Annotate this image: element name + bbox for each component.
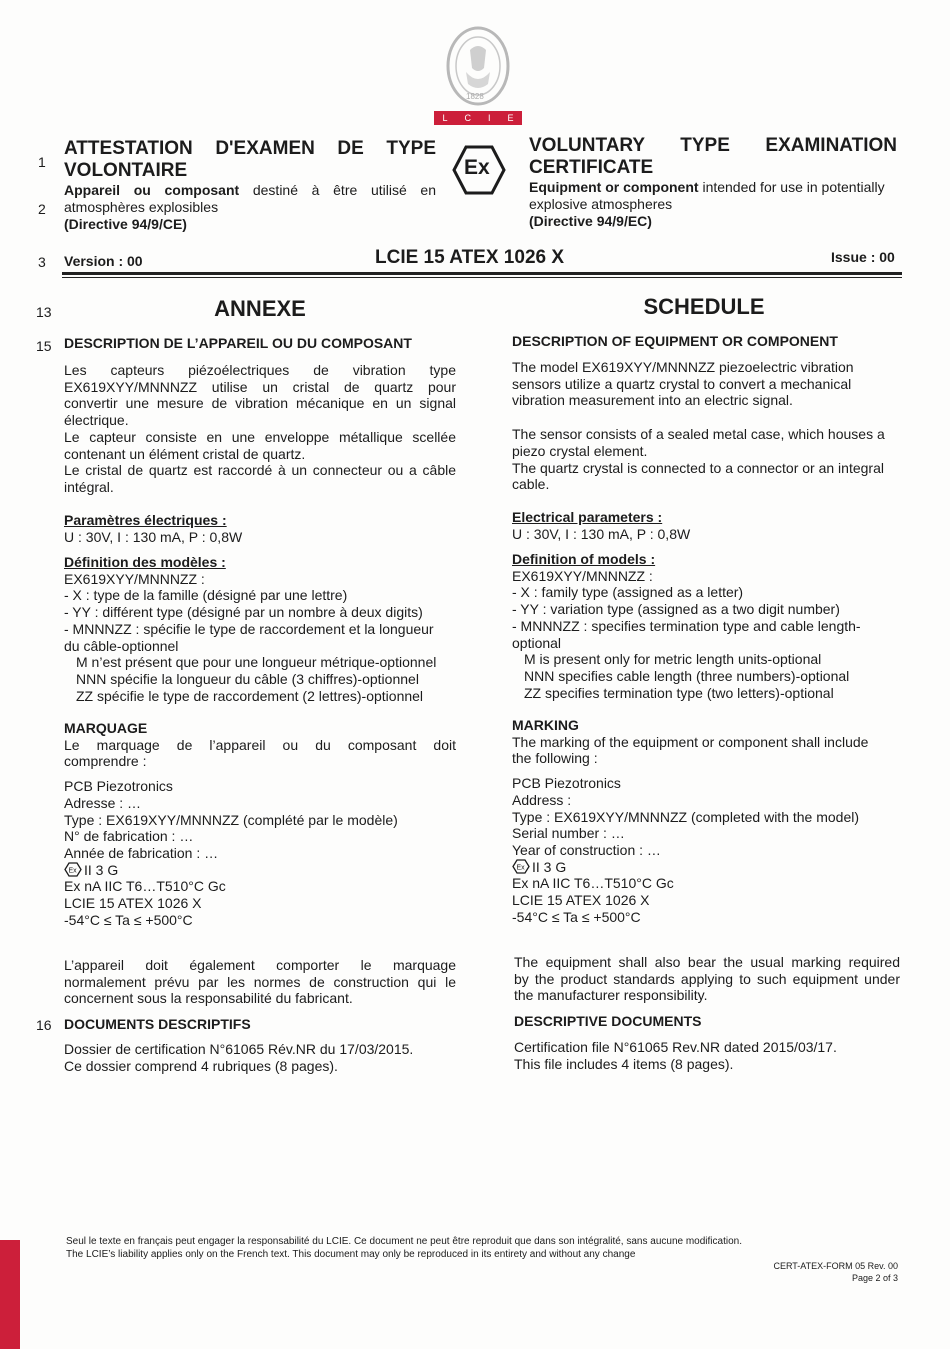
line-number-15: 15: [36, 338, 52, 354]
en-documents-text: Certification file N°61065 Rev.NR dated 2015/03/17. This file includes 4 items (8 pages).: [514, 1039, 837, 1072]
footer-reference: [773, 1260, 898, 1284]
header-rule-thin: [62, 277, 902, 278]
fr-documents-text: Dossier de certification N°61065 Rév.NR du 17/03/2015. Ce dossier comprend 4 rubriques (8 pages).: [64, 1041, 414, 1074]
fr-electrical-heading: Paramètres électriques :: [64, 512, 227, 528]
en-documents-heading: DESCRIPTIVE DOCUMENTS: [514, 1013, 702, 1029]
lcie-letter: E: [507, 113, 514, 123]
lcie-letter: I: [487, 113, 491, 123]
fr-title-line1: ATTESTATION D'EXAMEN DE TYPE: [64, 138, 436, 159]
en-title-line1: VOLUNTARY TYPE EXAMINATION: [529, 135, 897, 156]
fr-marking-group: II 3 G: [84, 861, 119, 878]
en-electrical-heading: Electrical parameters :: [512, 509, 663, 525]
en-marking-heading: MARKING: [512, 717, 579, 733]
en-subtitle-line2: explosive atmospheres: [529, 196, 673, 212]
en-model-definition: Definition of models : EX619XYY/MNNNZZ : - X : family type (assigned as a letter) - YY : variation type (assigned as a two digit number) - MNNNZZ : specifies termination type and cable length- optional M is present only for metric length units-optional NNN specifies cable length (three numbers)-optional ZZ specifies termination type (two letters)-optional: [512, 551, 898, 701]
issue-label: Issue : 00: [831, 249, 895, 265]
en-electrical-values: U : 30V, I : 130 mA, P : 0,8W: [512, 525, 691, 542]
fr-electrical-values: U : 30V, I : 130 mA, P : 0,8W: [64, 528, 243, 545]
en-models-heading: Definition of models :: [512, 551, 656, 567]
en-directive: (Directive 94/9/EC): [529, 213, 652, 229]
fr-marking-heading: MARQUAGE: [64, 720, 148, 736]
header-fr: [64, 138, 436, 233]
header-rule-thick: [62, 272, 902, 275]
ex-mark-text: Ex: [464, 156, 490, 179]
header-en: [529, 135, 897, 230]
fr-marking: MARQUAGE Le marquage de l’appareil ou du composant doit comprendre : PCB Piezotronics Adresse : … Type : EX619XYY/MNNNZZ (complété par le modèle) N° de fabrication : … Année de fabrication : … Ex II 3 G Ex nA IIC T6…T510°C Gc LCIE 15 ATEX 1026 X -54°C ≤ Ta ≤ +500°C: [64, 720, 456, 928]
fr-subtitle-line1: Appareil ou composant destiné à être utilisé en: [64, 182, 437, 198]
ex-small-icon: [64, 862, 82, 877]
en-description-heading: DESCRIPTION OF EQUIPMENT OR COMPONENT: [512, 333, 838, 349]
en-marking-group: II 3 G: [532, 858, 567, 875]
en-subtitle-line1: Equipment or component intended for use in potentially: [529, 179, 885, 195]
lcie-letter-bar: [434, 111, 522, 125]
lcie-letter: L: [442, 113, 448, 123]
fr-standards-text: L’appareil doit également comporter le marquage normalement prévu par les normes de construction qui le concernent sous la responsabilité du fabricant.: [64, 957, 456, 1007]
ex-small-icon: [512, 859, 530, 874]
footer-notice-en: The LCIE’s liability applies only on the French text. This document may only be reproduced in its entirety and without any change: [66, 1248, 636, 1260]
footer-form-ref: CERT-ATEX-FORM 05 Rev. 00: [773, 1261, 898, 1271]
footer-notice-fr: Seul le texte en français peut engager la responsabilité du LCIE. Ce document ne peut être reproduit que dans son intégralité, sans aucune modification.: [66, 1236, 742, 1247]
line-number-16: 16: [36, 1017, 52, 1033]
fr-title-line2: VOLONTAIRE: [64, 160, 188, 181]
certificate-number: LCIE 15 ATEX 1026 X: [375, 247, 565, 268]
footer-notice: [66, 1236, 742, 1261]
fr-documents-heading: DOCUMENTS DESCRIPTIFS: [64, 1016, 251, 1032]
fr-subtitle-line2: atmosphères explosibles: [64, 199, 219, 215]
fr-electrical-parameters: [64, 512, 242, 545]
lcie-letter: C: [464, 113, 471, 123]
en-marking: MARKING The marking of the equipment or component shall include the following : PCB Piezotronics Address : Type : EX619XYY/MNNNZZ (completed with the model) Serial number : … Year of construction : … Ex II 3 G Ex nA IIC T6…T510°C Gc LCIE 15 ATEX 1026 X -54°C ≤ Ta ≤ +500°C: [512, 717, 898, 925]
version-label: Version : 00: [64, 253, 143, 269]
fr-models-heading: Définition des modèles :: [64, 554, 226, 570]
fr-description-text: Les capteurs piézoélectriques de vibration type EX619XYY/MNNNZZ utilise un cristal de quartz pour convertir une mesure de vibration mécanique en un signal électrique. Le capteur consiste en une enveloppe métallique scellée contenant un élément cristal de quartz. Le cristal de quartz est raccordé à un connecteur ou a câble intégral.: [64, 362, 456, 495]
en-electrical-parameters: [512, 509, 690, 542]
fr-model-definition: Définition des modèles : EX619XYY/MNNNZZ : - X : type de la famille (désigné par une lettre) - YY : différent type (désigné par un nombre à deux digits) - MNNNZZ : spécifie le type de raccordement et la longueur du câble-optionnel M n’est présent que pour une longueur métrique-optionnel NNN spécifie la longueur du câble (3 chiffres)-optionnel ZZ spécifie le type de raccordement (2 lettres)-optionnel: [64, 554, 456, 704]
svg-text:Ex: Ex: [516, 864, 525, 872]
line-number-1: 1: [38, 154, 46, 170]
annex-title: ANNEXE: [214, 296, 306, 321]
fr-description-heading: DESCRIPTION DE L’APPAREIL OU DU COMPOSANT: [64, 335, 412, 351]
schedule-title: SCHEDULE: [643, 294, 765, 319]
en-standards-text: The equipment shall also bear the usual marking required by the product standards applying to such equipment under the manufacturer responsibility.: [514, 954, 900, 1004]
line-number-3: 3: [38, 254, 46, 270]
en-description-text: The model EX619XYY/MNNNZZ piezoelectric vibration sensors utilize a quartz crystal to convert a mechanical vibration measurement into an electric signal. The sensor consists of a sealed metal case, which houses a piezo crystal element. The quartz crystal is connected to a connector or an integral cable.: [512, 359, 885, 493]
seal-year: 1828: [466, 92, 484, 101]
ex-mark-icon: [452, 144, 506, 196]
line-number-2: 2: [38, 201, 46, 217]
line-number-13: 13: [36, 304, 52, 320]
fr-directive: (Directive 94/9/CE): [64, 216, 187, 232]
svg-text:Ex: Ex: [68, 867, 77, 875]
lcie-logo: [430, 22, 526, 126]
footer-page: Page 2 of 3: [851, 1273, 898, 1283]
left-red-strip: [0, 1240, 20, 1349]
en-title-line2: CERTIFICATE: [529, 157, 654, 178]
